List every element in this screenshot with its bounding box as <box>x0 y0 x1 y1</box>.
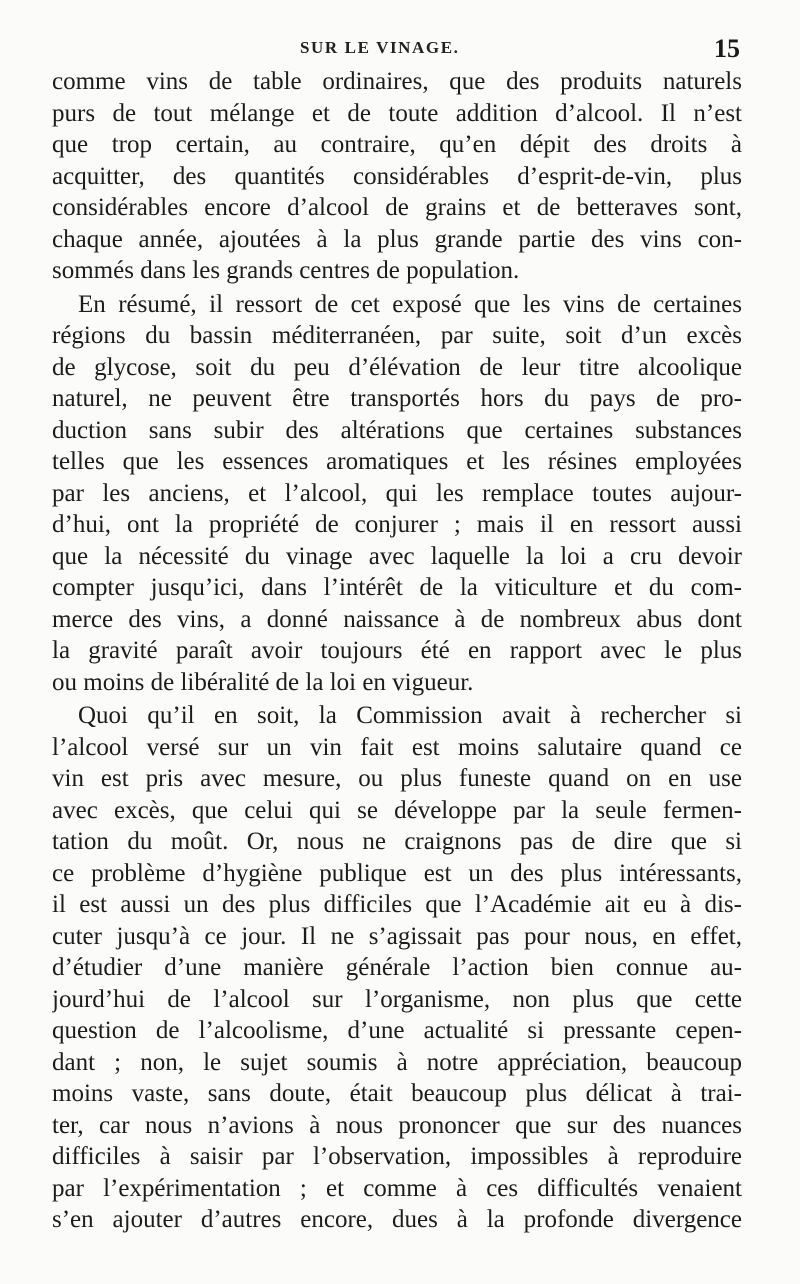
text-line: l’alcool versé sur un vin fait est moins salutaire quand ce <box>52 733 742 761</box>
text-line: comme vins de table ordinaires, que des produits naturels <box>52 68 742 95</box>
text-line: d’étudier d’une manière générale l’action bien connue au- <box>52 954 742 981</box>
body-text <box>52 66 742 1236</box>
paragraph-3 <box>52 700 742 1236</box>
text-line: de glycose, soit du peu d’élévation de leur titre alcoolique <box>52 353 742 381</box>
text-line: ou moins de libéralité de la loi en vigueur. <box>52 668 474 696</box>
text-line: par les anciens, et l’alcool, qui les remplace toutes aujour- <box>52 479 742 507</box>
text-line: vin est pris avec mesure, ou plus funeste quand on en use <box>52 765 742 792</box>
text-line: dant ; non, le sujet soumis à notre appréciation, beaucoup <box>52 1048 742 1076</box>
text-line: moins vaste, sans doute, était beaucoup plus délicat à trai- <box>52 1080 742 1107</box>
text-line: régions du bassin méditerranéen, par suite, soit d’un excès <box>52 322 742 349</box>
text-line: ce problème d’hygiène publique est un des plus intéressants, <box>52 859 742 887</box>
text-line: merce des vins, a donné naissance à de nombreux abus dont <box>52 605 742 633</box>
text-line: par l’expérimentation ; et comme à ces difficultés venaient <box>52 1174 742 1202</box>
text-line: d’hui, ont la propriété de conjurer ; mais il en ressort aussi <box>52 511 742 538</box>
text-line: telles que les essences aromatiques et les résines employées <box>52 448 742 475</box>
text-line: sommés dans les grands centres de population. <box>52 257 520 284</box>
running-head: SUR LE VINAGE. <box>300 38 460 57</box>
text-line: duction sans subir des altérations que certaines substances <box>52 416 742 444</box>
page-header <box>300 34 740 64</box>
text-line: question de l’alcoolisme, d’une actualité si pressante cepen- <box>52 1017 742 1044</box>
text-line: En résumé, il ressort de cet exposé que les vins de certaines <box>78 290 742 318</box>
text-line: purs de tout mélange et de toute addition d’alcool. Il n’est <box>52 99 742 127</box>
text-line: tation du moût. Or, nous ne craignons pas de dire que si <box>52 828 742 855</box>
page-number: 15 <box>714 34 740 63</box>
text-line: cuter jusqu’à ce jour. Il ne s’agissait pas pour nous, en effet, <box>52 922 742 950</box>
text-line: Quoi qu’il en soit, la Commission avait à rechercher si <box>78 702 742 729</box>
text-line: s’en ajouter d’autres encore, dues à la profonde divergence <box>52 1206 742 1233</box>
text-line: considérables encore d’alcool de grains et de betteraves sont, <box>52 194 742 221</box>
text-line: naturel, ne peuvent être transportés hors du pays de pro- <box>52 385 742 412</box>
text-line: compter jusqu’ici, dans l’intérêt de la viticulture et du com- <box>52 574 742 601</box>
text-line: la gravité paraît avoir toujours été en rapport avec le plus <box>52 637 742 664</box>
text-line: acquitter, des quantités considérables d’esprit-de-vin, plus <box>52 162 742 190</box>
text-line: jourd’hui de l’alcool sur l’organisme, non plus que cette <box>52 985 742 1013</box>
text-line: avec excès, que celui qui se développe par la seule fermen- <box>52 796 742 824</box>
text-line: que la nécessité du vinage avec laquelle la loi a cru devoir <box>52 542 742 570</box>
paragraph-2 <box>52 289 742 699</box>
text-line: difficiles à saisir par l’observation, impossibles à reproduire <box>52 1143 742 1170</box>
paragraph-1 <box>52 66 742 287</box>
text-line: ter, car nous n’avions à nous prononcer que sur des nuances <box>52 1111 742 1139</box>
text-line: que trop certain, au contraire, qu’en dépit des droits à <box>52 131 742 158</box>
text-line: chaque année, ajoutées à la plus grande partie des vins con- <box>52 225 742 253</box>
text-line: il est aussi un des plus difficiles que l’Académie ait eu à dis- <box>52 891 742 918</box>
